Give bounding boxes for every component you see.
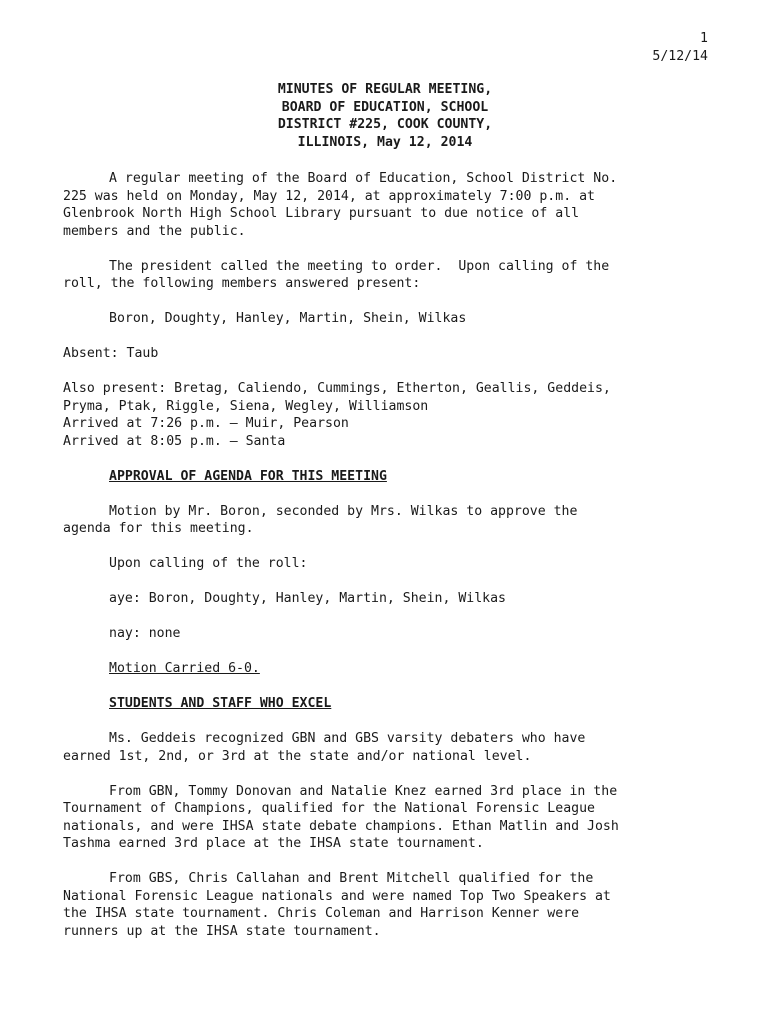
intro-paragraph	[63, 170, 713, 240]
title-line-4: ILLINOIS, May 12, 2014	[297, 134, 473, 150]
excel-paragraph-3	[63, 870, 713, 940]
title-line-1: MINUTES OF REGULAR MEETING,	[277, 82, 493, 97]
document-body	[63, 170, 713, 940]
excel-p2-line-1: From GBN, Tommy Donovan and Natalie Knez earned 3rd place in the	[109, 783, 618, 799]
agenda-motion-line-2: agenda for this meeting.	[63, 521, 254, 536]
also-present-block	[63, 380, 713, 450]
excel-p3-line-1: From GBS, Chris Callahan and Brent Mitchell qualified for the	[109, 871, 594, 886]
intro-line-1: A regular meeting of the Board of Education, School District No.	[109, 171, 618, 186]
agenda-motion-result-text: Motion Carried 6-0.	[109, 661, 260, 676]
excel-heading: STUDENTS AND STAFF WHO EXCEL	[109, 696, 332, 711]
excel-p3-line-4: runners up at the IHSA state tournament.	[63, 923, 381, 939]
members-present: Boron, Doughty, Hanley, Martin, Shein, Wilkas	[109, 311, 467, 326]
members-absent: Absent: Taub	[63, 346, 159, 361]
excel-p1-line-2: earned 1st, 2nd, or 3rd at the state and/or national level.	[63, 748, 532, 764]
arrived-line-1: Arrived at 7:26 p.m. – Muir, Pearson	[63, 416, 349, 431]
title-line-3: DISTRICT #225, COOK COUNTY,	[277, 117, 493, 132]
agenda-nay-votes: nay: none	[109, 626, 181, 641]
intro-line-3: Glenbrook North High School Library pursuant to due notice of all	[63, 206, 580, 221]
excel-p2-line-3: nationals, and were IHSA state debate champions. Ethan Matlin and Josh	[63, 818, 619, 834]
excel-p1-line-1: Ms. Geddeis recognized GBN and GBS varsity debaters who have	[109, 731, 586, 746]
agenda-aye-votes: aye: Boron, Doughty, Hanley, Martin, Shein, Wilkas	[109, 591, 506, 606]
agenda-heading: APPROVAL OF AGENDA FOR THIS MEETING	[109, 468, 387, 484]
intro-line-2: 225 was held on Monday, May 12, 2014, at approximately 7:00 p.m. at	[63, 188, 595, 204]
intro-line-4: members and the public.	[63, 223, 246, 239]
document-title	[0, 81, 770, 151]
page-header	[652, 30, 708, 65]
arrived-line-2: Arrived at 8:05 p.m. – Santa	[63, 433, 286, 449]
call-line-2: roll, the following members answered present:	[63, 276, 421, 291]
excel-paragraph-1	[63, 730, 713, 765]
title-line-2: BOARD OF EDUCATION, SCHOOL	[281, 99, 489, 115]
agenda-motion-result	[109, 660, 713, 678]
also-present-line-1: Also present: Bretag, Caliendo, Cummings, Etherton, Geallis, Geddeis,	[63, 381, 611, 396]
page-number: 1	[700, 31, 708, 46]
header-date: 5/12/14	[652, 48, 708, 64]
agenda-roll-call: Upon calling of the roll:	[109, 556, 308, 571]
excel-p3-line-2: National Forensic League nationals and were named Top Two Speakers at	[63, 888, 611, 904]
call-to-order-paragraph	[63, 258, 713, 293]
agenda-motion-line-1: Motion by Mr. Boron, seconded by Mrs. Wilkas to approve the	[109, 503, 578, 519]
also-present-line-2: Pryma, Ptak, Riggle, Siena, Wegley, Williamson	[63, 398, 429, 414]
call-line-1: The president called the meeting to order. Upon calling of the	[109, 258, 610, 274]
excel-paragraph-2	[63, 783, 713, 853]
excel-p2-line-4: Tashma earned 3rd place at the IHSA state tournament.	[63, 836, 484, 851]
excel-p3-line-3: the IHSA state tournament. Chris Coleman and Harrison Kenner were	[63, 906, 580, 921]
excel-p2-line-2: Tournament of Champions, qualified for the National Forensic League	[63, 801, 595, 816]
agenda-motion-paragraph	[63, 503, 713, 538]
